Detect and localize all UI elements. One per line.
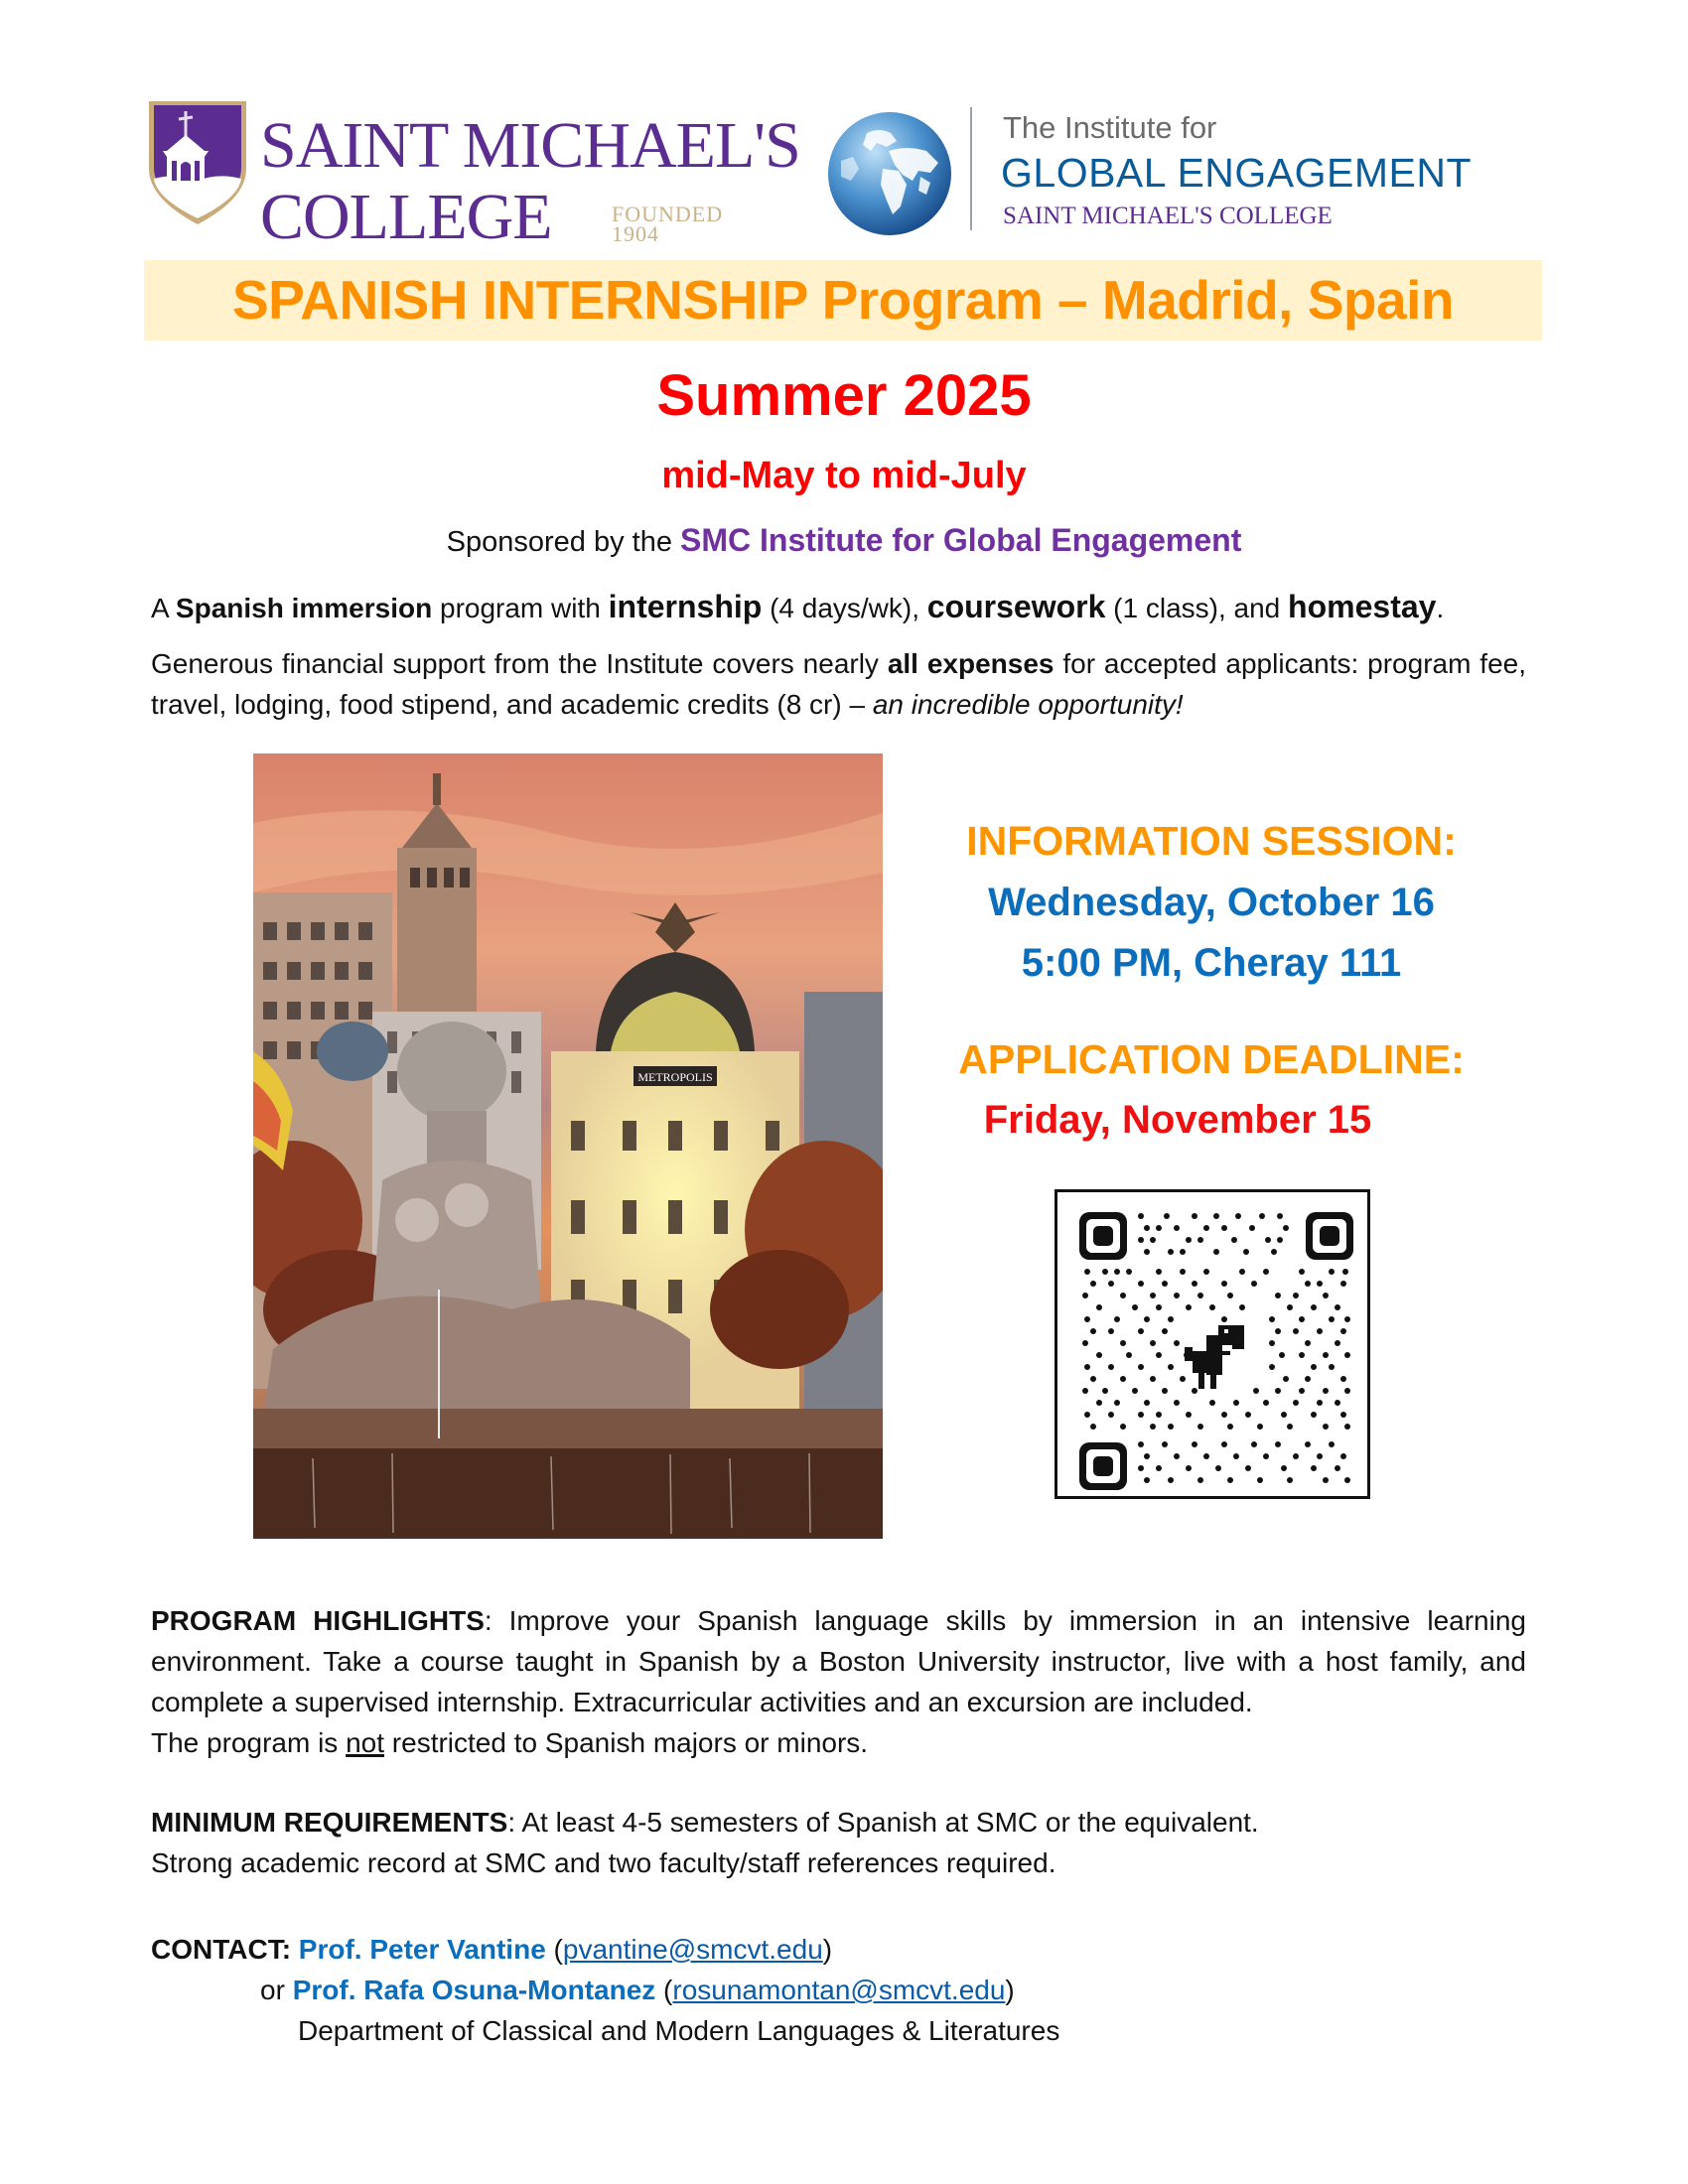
program-dates: mid-May to mid-July: [661, 455, 1027, 496]
qr-code-icon: [1057, 1192, 1367, 1496]
dinosaur-icon: [1185, 1325, 1244, 1389]
globe-icon: [827, 111, 952, 236]
intro-text: (4 days/wk),: [762, 593, 927, 623]
smc-name-line2: COLLEGE: [260, 181, 552, 253]
requirements-label: MINIMUM REQUIREMENTS: [151, 1807, 508, 1838]
intro-bold-homestay: homestay: [1288, 589, 1437, 624]
highlights-text: : Improve your Spanish language skills by immersion in an intensive learning environment. Take a course taught in Spanish by a Boston University instructor, live with a host family, and complete a supervised internship. Extracurricular activities and an excursion are included.: [151, 1605, 1526, 1717]
contact-email-1-link[interactable]: pvantine@smcvt.edu: [562, 1934, 823, 1965]
ige-smc-name: SAINT MICHAEL'S COLLEGE: [1003, 203, 1333, 229]
deadline-date: Friday, November 15: [983, 1098, 1372, 1142]
madrid-cityscape-image: [253, 753, 883, 1539]
contact-line-1: CONTACT: Prof. Peter Vantine (pvantine@smcvt.edu): [151, 1934, 833, 1965]
funding-text: for accepted applicants: program fee, travel, lodging, food stipend, and academic credits (8 cr) –: [151, 648, 1526, 720]
department-name: Department of Classical and Modern Languages & Literatures: [298, 2015, 1060, 2046]
shield-chapel-icon: [147, 99, 248, 226]
sponsor-name: SMC Institute for Global Engagement: [680, 522, 1242, 558]
intro-text: program with: [432, 593, 609, 623]
smc-name-line1: SAINT MICHAEL'S: [260, 109, 800, 182]
funding-paragraph: [151, 643, 1526, 725]
intro-paragraph: [151, 587, 1526, 628]
minimum-requirements: [151, 1802, 1526, 1883]
highlights-label: PROGRAM HIGHLIGHTS: [151, 1605, 485, 1636]
info-session-time-location: 5:00 PM, Cheray 111: [1021, 941, 1402, 985]
program-highlights-paragraph: [151, 1600, 1526, 1722]
intro-text: (1 class), and: [1105, 593, 1289, 623]
requirements-line1: : At least 4-5 semesters of Spanish at SMC or the equivalent.: [507, 1807, 1259, 1838]
intro-text: A: [151, 593, 176, 623]
funding-italic-opportunity: an incredible opportunity!: [872, 689, 1184, 720]
ige-the-institute: The Institute for: [1003, 110, 1217, 145]
funding-bold-expenses: all expenses: [887, 648, 1055, 679]
highlights-note-underlined: not: [346, 1727, 385, 1758]
deadline-heading: APPLICATION DEADLINE:: [958, 1036, 1465, 1082]
sponsor-line: [0, 522, 1688, 560]
title-banner: [144, 260, 1542, 341]
contact-email-2-link[interactable]: rosunamontan@smcvt.edu: [672, 1975, 1006, 2005]
founded-year: 1904: [612, 221, 659, 246]
info-session-heading: INFORMATION SESSION:: [966, 818, 1457, 864]
highlights-note-text: The program is: [151, 1727, 347, 1758]
contact-line-2: or Prof. Rafa Osuna-Montanez (rosunamontan@smcvt.edu): [260, 1975, 1015, 2005]
intro-bold-immersion: Spanish immersion: [175, 593, 433, 623]
contact-label: CONTACT:: [151, 1934, 292, 1965]
requirements-line2: Strong academic record at SMC and two faculty/staff references required.: [151, 1847, 1056, 1878]
highlights-note-text: restricted to Spanish majors or minors.: [384, 1727, 869, 1758]
contact-person-1: Prof. Peter Vantine: [298, 1934, 546, 1965]
highlights-note: [151, 1722, 1526, 1763]
logo-divider: [970, 107, 972, 230]
ige-logo: [824, 107, 1539, 238]
svg-text:METROPOLIS: METROPOLIS: [637, 1070, 713, 1084]
sponsor-prefix: Sponsored by the: [446, 526, 672, 558]
contact-or: or: [260, 1975, 285, 2005]
intro-bold-coursework: coursework: [926, 589, 1106, 624]
madrid-photo: [253, 753, 883, 1539]
qr-code[interactable]: [1055, 1189, 1370, 1499]
info-session-date: Wednesday, October 16: [988, 881, 1435, 924]
founded-label: [612, 202, 724, 246]
intro-text: .: [1436, 593, 1445, 623]
page-title: SPANISH INTERNSHIP Program – Madrid, Spain: [232, 269, 1454, 331]
funding-text: Generous financial support from the Institute covers nearly: [151, 648, 888, 679]
contact-person-2: Prof. Rafa Osuna-Montanez: [292, 1975, 656, 2005]
smc-logo: [145, 97, 800, 253]
intro-bold-internship: internship: [608, 589, 763, 624]
program-term: Summer 2025: [656, 363, 1032, 428]
founded-text: FOUNDED: [612, 202, 724, 226]
ige-global-engagement: GLOBAL ENGAGEMENT: [1001, 150, 1473, 196]
